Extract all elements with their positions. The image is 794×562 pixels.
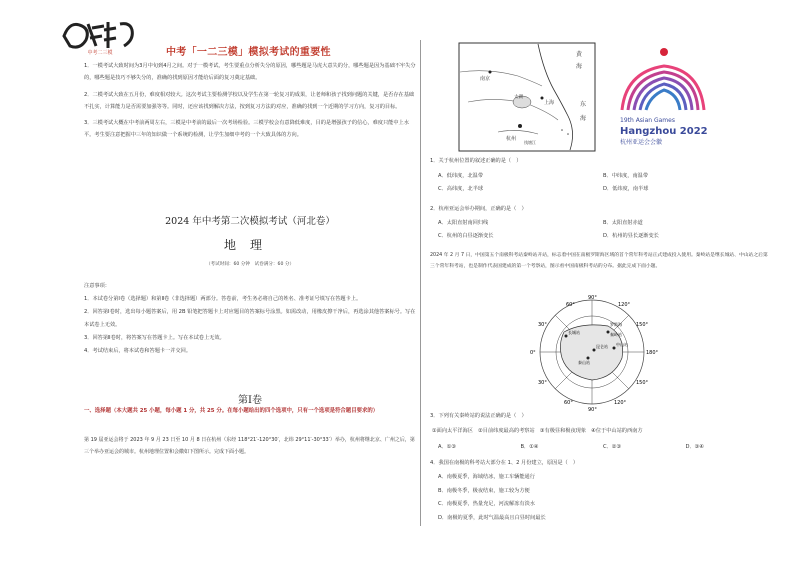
emblem-line1: 19th Asian Games: [620, 117, 675, 124]
polar-label: 90°: [588, 407, 597, 412]
option[interactable]: A．太阳直射南回归线: [438, 220, 489, 226]
hangzhou-location-map: [458, 42, 596, 152]
option[interactable]: C．高纬度，北半球: [438, 186, 484, 192]
map-label: 海: [580, 115, 587, 122]
option[interactable]: C．南极夏季，热量充足，河流解冻有淡水: [438, 501, 535, 507]
polar-label: 秦岭站: [610, 332, 622, 337]
polar-label: 150°: [636, 380, 649, 386]
option[interactable]: B．①④: [520, 444, 539, 450]
intro-section: [84, 60, 416, 146]
question-3-statements: ①面向太平洋海区 ②目前纬度最高的考察站 ③有极昼和极夜现象 ④位于中山站的西南方: [432, 428, 643, 434]
brand-logo: [60, 16, 140, 56]
map-label: 钱塘江: [524, 140, 536, 145]
notes-section: [84, 280, 416, 358]
passage-2: 2024 年 2 月 7 日，中国第五个南极科考站秦岭站开站，标志着中国在南极罗斯海区域的首个常年科考站正式建成投入使用。秦岭站是继长城站、中山站之后第三个常年科考站，也是制作代表国建成的第一个考察站，图示看中国南极科考站的分布。据此完成下面小题。: [430, 253, 768, 269]
question-4-stem: 4．我国在南极的科考站大部分在 1、2 月份建立，原因是（ ）: [430, 460, 579, 466]
option[interactable]: D．③④: [685, 444, 704, 450]
polar-label: 昆仑站: [596, 344, 608, 349]
map-label: 东: [580, 101, 587, 108]
exam-title: 2024 年中考第二次模拟考试（河北卷）: [165, 216, 335, 227]
intro-paragraph: 2．二模考试大致在五月份，难度相对较大。这次考试主要检测学校以及学生在第一轮复习的成果，让老师和孩子找到问题的关键，是否存在基础不扎实，计算能力是否需要加强等等。同时，还应该找到解决方法，按到复习方法的对应，准确的找到一个近期的学习方向，复习的目标。: [84, 91, 415, 110]
question-2-stem: 2．杭州亚运会举办期间，正确的是（ ）: [430, 206, 527, 212]
option[interactable]: B．南极冬季，极夜结束，施工较为方便: [438, 487, 530, 494]
option[interactable]: A．南极夏季，海域结冰，施工车辆能通行: [438, 474, 535, 480]
option[interactable]: B．中纬度，南温带: [603, 173, 649, 179]
polar-label: 泰山站: [578, 360, 590, 365]
logo-subtext: 中考二三模: [87, 50, 113, 56]
polar-label: 180°: [646, 350, 659, 356]
asian-games-emblem: [612, 42, 722, 152]
map-label: 杭州: [506, 136, 517, 142]
polar-label: 中山站: [616, 342, 628, 347]
intro-paragraph: 1．一模考试大致时间为3月中旬到4月之间。对于一模考试，考生要重点分析失分的原因，哪些题是马虎大意失的分，哪些题是因为基础不牢失分的，哪些题是技巧不够失分的，准确的找到原因才能给后面的复习奠定基础。: [84, 63, 416, 82]
part1-passage: 第 19 届亚运会将于 2023 年 9 月 23 日至 10 月 8 日在杭州（东经 118°21′-120°30′，北纬 29°11′-30°33′）举办，杭州将继北京、广州之后，第三个举办亚运会的城市。杭州地理位置和会徽如下图所示。完成下面小题。: [84, 437, 415, 455]
question-1-options: [438, 172, 768, 192]
antarctic-stations-map: [522, 292, 662, 412]
polar-label: 60°: [564, 400, 573, 406]
map-label: 南京: [480, 76, 491, 82]
column-divider: [420, 40, 421, 526]
polar-label: 60°: [566, 302, 575, 308]
part1-title: 第Ⅰ卷: [238, 395, 262, 406]
exam-subject: 地理: [223, 238, 276, 252]
question-1-stem: 1．关于杭州位置的叙述正确的是（ ）: [430, 158, 522, 164]
option[interactable]: D．杭州的昼长逐渐变长: [603, 233, 659, 239]
exam-info: （考试时间：60 分钟 试卷满分：60 分）: [205, 262, 295, 267]
note-item: 3．回答第Ⅱ卷时，将答案写在答题卡上。写在本试卷上无效。: [84, 335, 225, 341]
option[interactable]: C．杭州的白昼逐渐变长: [438, 233, 494, 239]
part1-instruction: 一、选择题（本大题共 25 小题，每小题 1 分，共 25 分。在每小题给出的四个选项中，只有一个选项是符合题目要求的）: [84, 408, 379, 414]
polar-label: 30°: [538, 380, 547, 386]
option[interactable]: D．南极的夏季，此时气温最高且白昼时间最长: [438, 514, 546, 521]
option[interactable]: B．太阳直射赤道: [603, 220, 643, 226]
polar-label: 30°: [538, 322, 547, 328]
emblem-line2: Hangzhou 2022: [620, 126, 708, 137]
polar-label: 罗斯海: [610, 322, 622, 327]
intro-paragraph: 3．三模考试大概在中考前两周左右，三模是中考前的最后一次考场检验。三模学校会有意降低难度，目的是增强孩子的信心，难度只能中上水平。考生要注意把握中三年的知识做一个系统的检测，让学生加细中考的一个大致具体的方向。: [84, 120, 409, 139]
question-4-options: [438, 471, 758, 525]
map-label: 海: [576, 63, 583, 70]
polar-label: 0°: [530, 350, 536, 356]
notes-heading: 注意事项：: [84, 283, 110, 289]
note-item: 4．考试结束后，将本试卷和答题卡一并交回。: [84, 348, 192, 354]
map-label: 太湖: [514, 95, 523, 100]
page-header-title: 中考「一二三模」模拟考试的重要性: [166, 47, 331, 58]
polar-label: 150°: [636, 322, 649, 328]
polar-label: 120°: [614, 400, 627, 406]
note-item: 2．回答第Ⅰ卷时，选出每小题答案后，用 2B 铅笔把答题卡上对应题目的答案标号涂黑。如需改动，用橡皮擦干净后，再选涂其他答案标号。写在本试卷上无效。: [84, 309, 416, 328]
map-label: 黄: [576, 51, 583, 58]
option[interactable]: C．②③: [603, 444, 622, 450]
option[interactable]: A．低纬度，北温带: [438, 173, 484, 179]
question-3-stem: 3．下列有关秦岭站的说法正确的是（ ）: [430, 413, 527, 419]
note-item: 1．本试卷分第Ⅰ卷（选择题）和第Ⅱ卷（非选择题）两部分。答卷前，考生务必将自己的姓名、准考证号填写在答题卡上。: [84, 296, 362, 302]
map-label: 上海: [544, 100, 555, 106]
emblem-line3: 杭州亚运会会徽: [620, 139, 663, 146]
question-3-options: [438, 443, 768, 450]
polar-label: 120°: [618, 302, 631, 308]
polar-label: 90°: [588, 295, 597, 301]
option[interactable]: D．低纬度，南半球: [603, 186, 649, 192]
polar-label: 长城站: [568, 330, 580, 335]
question-2-options: [438, 219, 768, 239]
option[interactable]: A．①③: [438, 444, 457, 450]
